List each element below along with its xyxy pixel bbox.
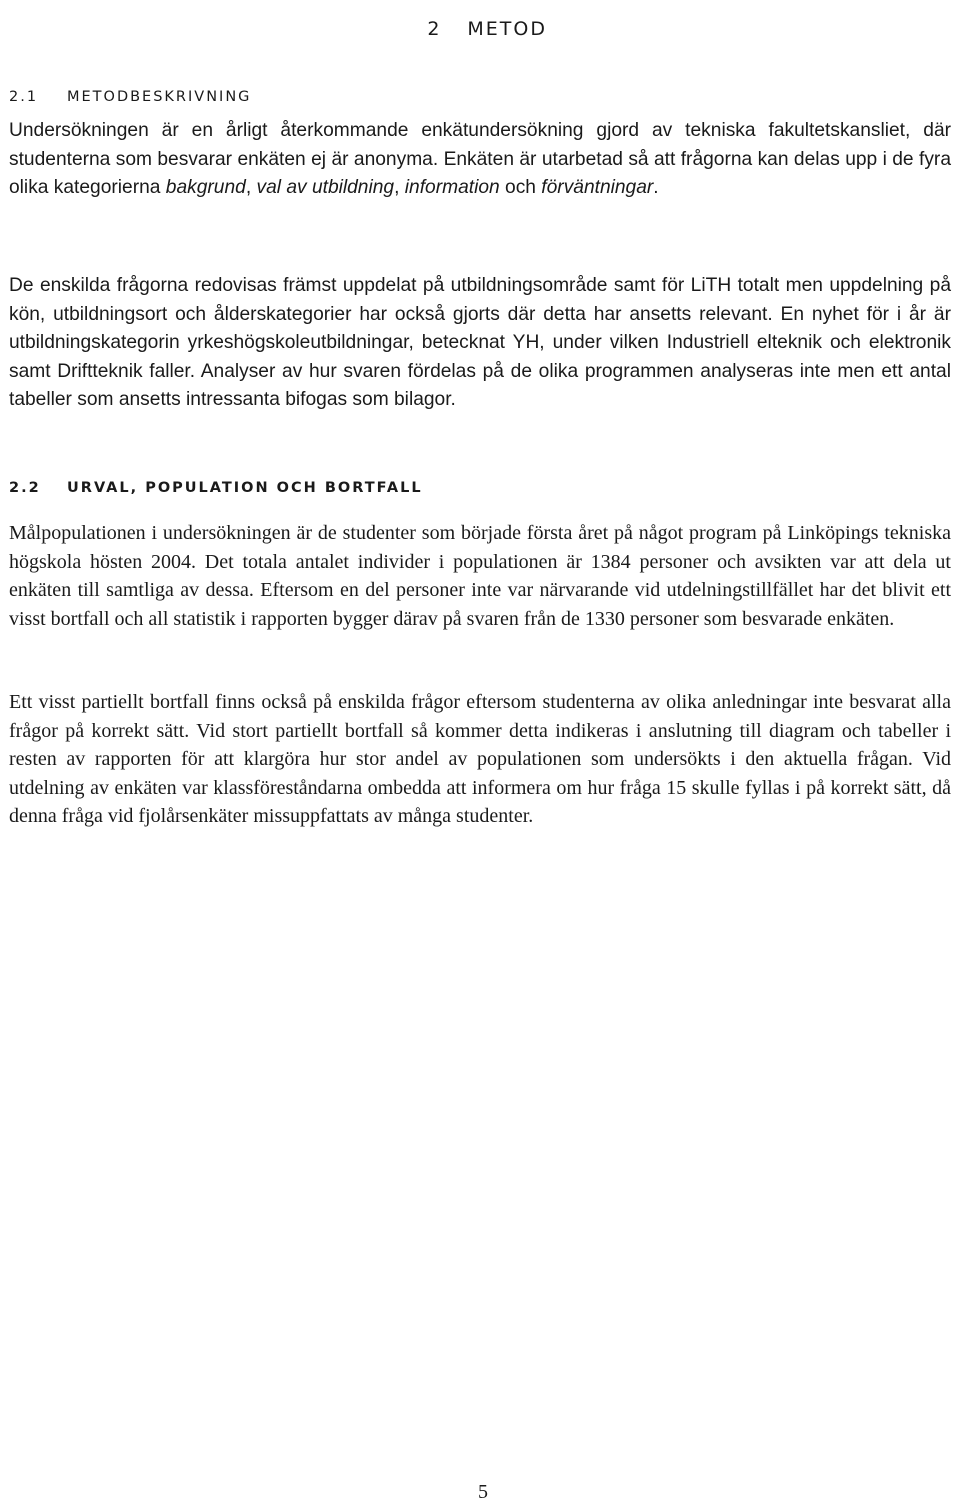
category-val-av-utbildning: val av utbildning <box>256 177 395 198</box>
chapter-title: METOD <box>467 18 547 40</box>
paragraph-method-intro <box>9 117 951 203</box>
section-title: METODBESKRIVNING <box>67 89 252 105</box>
section-heading-urval <box>9 480 951 496</box>
text-run: , <box>394 177 405 198</box>
category-information: information <box>404 177 500 198</box>
category-forvantningar: förväntningar <box>541 177 654 198</box>
section-heading-metodbeskrivning <box>9 89 951 105</box>
category-bakgrund: bakgrund <box>165 177 246 198</box>
chapter-number: 2 <box>427 18 442 40</box>
text-run: Undersökningen är en årligt återkommande enkätundersökning gjord av tekniska fakultetskansliet, där studenterna som besvarar enkäten ej är anonyma. Enkäten är utarbetad så att frågorna kan delas upp i de fyra olika kategorierna <box>9 120 951 198</box>
page-number: 5 <box>478 1481 488 1503</box>
text-run: och <box>499 177 542 198</box>
section-number: 2.1 <box>9 89 39 105</box>
paragraph-population: Målpopulationen i undersökningen är de studenter som började första året på något program på Linköpings tekniska högskola hösten 2004. Det totala antalet individer i populationen är 1384 personer och avsikten var att dela ut enkäten till samtliga av dessa. Eftersom en del personer inte var närvarande vid utdelningstillfället har det blivit ett visst bortfall och all statistik i rapporten bygger därav på svaren från de 1330 personer som besvarade enkäten. <box>9 522 951 630</box>
chapter-heading <box>0 18 547 40</box>
text-run: , <box>245 177 257 198</box>
section-number: 2.2 <box>9 480 41 496</box>
section-title: URVAL, POPULATION OCH BORTFALL <box>67 480 423 496</box>
paragraph-partial-dropout: Ett visst partiellt bortfall finns också på enskilda frågor eftersom studenterna av olika anledningar inte besvarat alla frågor på korrekt sätt. Vid stort partiellt bortfall så kommer detta indikeras i anslutning till diagram och tabeller i resten av rapporten för att klargöra hur stor andel av populationen som undersökts i den aktuella frågan. Vid utdelning av enkäten var klassföreståndarna ombedda att informera om hur fråga 15 skulle fyllas i på korrekt sätt, då denna fråga vid fjolårsenkäter missuppfattats av många studenter. <box>9 691 951 827</box>
paragraph-method-reporting: De enskilda frågorna redovisas främst uppdelat på utbildningsområde samt för LiTH totalt men uppdelning på kön, utbildningsort och ålderskategorier har också gjorts där detta har ansetts relevant. En nyhet för i år är utbildningskategorin yrkeshögskoleutbildningar, betecknat YH, under vilken Industriell elteknik och elektronik samt Driftteknik faller. Analyser av hur svaren fördelas på de olika programmen analyseras inte men ett antal tabeller som ansetts intressanta bifogas som bilagor. <box>9 275 951 410</box>
text-run: . <box>653 177 659 198</box>
